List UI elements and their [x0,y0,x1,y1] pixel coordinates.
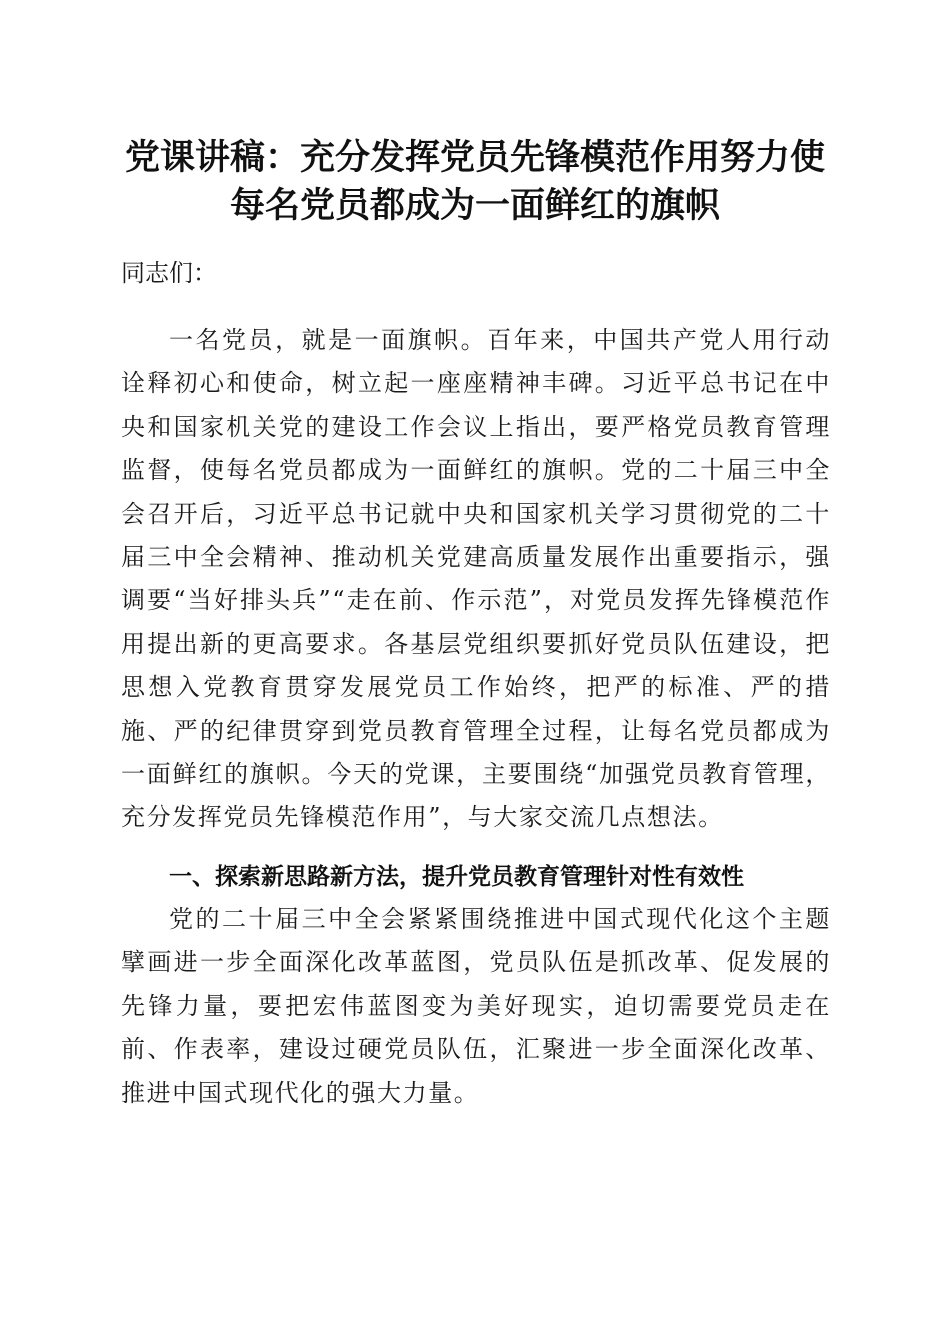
paragraph-intro: 一名党员，就是一面旗帜。百年来，中国共产党人用行动诠释初心和使命，树立起一座座精神丰碑。习近平总书记在中央和国家机关党的建设工作会议上指出，要严格党员教育管理监督，使每名党员都成为一面鲜红的旗帜。党的二十届三中全会召开后，习近平总书记就中央和国家机关学习贯彻党的二十届三中全会精神、推动机关党建高质量发展作出重要指示，强调要“当好排头兵”“走在前、作示范”，对党员发挥先锋模范作用提出新的更高要求。各基层党组织要抓好党员队伍建设，把思想入党教育贯穿发展党员工作始终，把严的标准、严的措施、严的纪律贯穿到党员教育管理全过程，让每名党员都成为一面鲜红的旗帜。今天的党课，主要围绕“加强党员教育管理，充分发挥党员先锋模范作用”，与大家交流几点想法。 [121,326,831,832]
paragraph-section-1: 党的二十届三中全会紧紧围绕推进中国式现代化这个主题擘画进一步全面深化改革蓝图，党员队伍是抓改革、促发展的先锋力量，要把宏伟蓝图变为美好现实，迫切需要党员走在前、作表率，建设过硬党员队伍，汇聚进一步全面深化改革、推进中国式现代化的强大力量。 [121,905,831,1107]
greeting: 同志们： [121,259,217,287]
document-title-line-1: 党课讲稿：充分发挥党员先锋模范作用努力使 [124,137,825,178]
document-title-line-2: 每名党员都成为一面鲜红的旗帜 [229,185,720,226]
section-heading-1: 一、探索新思路新方法，提升党员教育管理针对性有效性 [169,864,744,890]
